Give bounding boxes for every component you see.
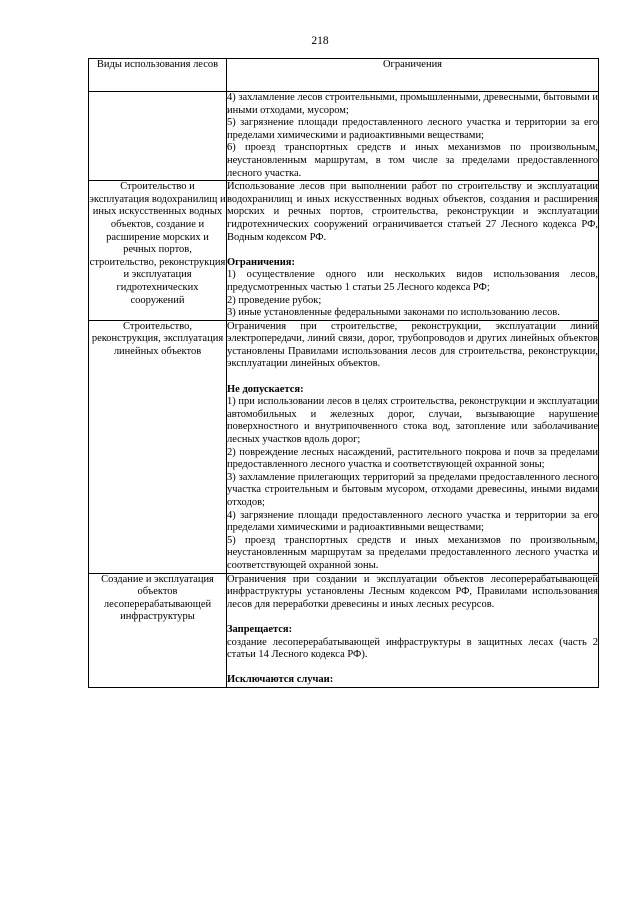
section-heading: Исключаются случаи: (227, 674, 334, 686)
paragraph-gap (227, 662, 598, 675)
paragraph: Ограничения при создании и эксплуатации объектов лесоперерабатывающей инфраструктуры установлены Лесным кодексом РФ, Правилами использования лесов для переработки древесины и иных лесных ресурсов. (227, 573, 598, 610)
paragraph: создание лесоперерабатывающей инфраструктуры в защитных лесах (часть 2 статьи 14 Лесного кодекса РФ). (227, 636, 598, 661)
section-heading: Не допускается: (227, 383, 304, 395)
header-restrictions: Ограничения (227, 59, 599, 92)
restrictions-cell (227, 92, 599, 181)
table-row (89, 320, 599, 573)
restrictions-cell (227, 573, 599, 687)
restrictions-cell (227, 320, 599, 573)
paragraph: 5) проезд транспортных средств и иных механизмов по произвольным, неустановленным маршрутам за пределами предоставленного лесного участка и соответствующей охранной зоны. (227, 534, 598, 571)
paragraph: 3) захламление прилегающих территорий за пределами предоставленного лесного участка строительным и бытовым мусором, отходами древесины, иными видами отходов; (227, 471, 598, 508)
forest-use-type-cell: Строительство, реконструкция, эксплуатация линейных объектов (89, 320, 227, 573)
forest-use-type-cell: Строительство и эксплуатация водохранилищ и иных искусственных водных объектов, создание и расширение морских и речных портов, строительство, реконструкция и эксплуатация гидротехнических сооружений (89, 181, 227, 321)
page-number: 218 (311, 35, 329, 47)
table-row (89, 92, 599, 181)
paragraph: 6) проезд транспортных средств и иных механизмов по произвольным, неустановленным маршрутам, в том числе за пределами предоставленного лесного участка. (227, 142, 598, 179)
paragraph: Ограничения при строительстве, реконструкции, эксплуатации линий электропередачи, линий связи, дорог, трубопроводов и других линейных объектов установлены Правилами использования лесов для строительства, реконструкции, эксплуатации линейных объектов. (227, 320, 598, 370)
paragraph: 3) иные установленные федеральными законами по использованию лесов. (227, 307, 560, 319)
paragraph: 2) повреждение лесных насаждений, растительного покрова и почв за пределами предоставленного лесного участка и соответствующей охранной зоны; (227, 446, 598, 471)
forest-use-type-cell (89, 92, 227, 181)
paragraph: 1) при использовании лесов в целях строительства, реконструкции и эксплуатации автомобильных и железных дорог, случаи, вызывающие нарушение поверхностного и внутрипочвенного стока вод, затопление или заболачивание лесных участков вдоль дорог; (227, 396, 598, 446)
table-body (89, 92, 599, 688)
paragraph-gap (227, 611, 598, 624)
paragraph: 4) захламление лесов строительными, промышленными, древесными, бытовыми и иными отходами, мусором; (227, 92, 598, 116)
table-header-row (89, 59, 599, 92)
paragraph: 4) загрязнение площади предоставленного лесного участка и территории за его пределами химическими и радиоактивными веществами; (227, 509, 598, 534)
paragraph: 1) осуществление одного или нескольких видов использования лесов, предусмотренных частью 1 статьи 25 Лесного кодекса РФ; (227, 269, 598, 293)
paragraph: Использование лесов при выполнении работ по строительству и эксплуатации водохранилищ и иных искусственных водных объектов, создания и расширения морских и речных портов, строительства, реконструкции и эксплуатации гидротехнических сооружений ограничивается статьей 27 Лесного кодекса РФ, Водным кодексом РФ. (227, 181, 598, 243)
table-row (89, 573, 599, 687)
paragraph: 2) проведение рубок; (227, 294, 322, 306)
restrictions-cell (227, 181, 599, 321)
paragraph-gap (227, 244, 598, 257)
section-heading: Ограничения: (227, 256, 295, 268)
section-heading: Запрещается: (227, 623, 293, 635)
paragraph-gap (227, 371, 598, 384)
forest-use-type-cell: Создание и эксплуатация объектов лесоперерабатывающей инфраструктуры (89, 573, 227, 687)
paragraph: 5) загрязнение площади предоставленного лесного участка и территории за его пределами химическими и радиоактивными веществами; (227, 117, 598, 141)
header-forest-use-types: Виды использования лесов (89, 59, 227, 92)
restrictions-table (88, 58, 599, 688)
table-row (89, 181, 599, 321)
